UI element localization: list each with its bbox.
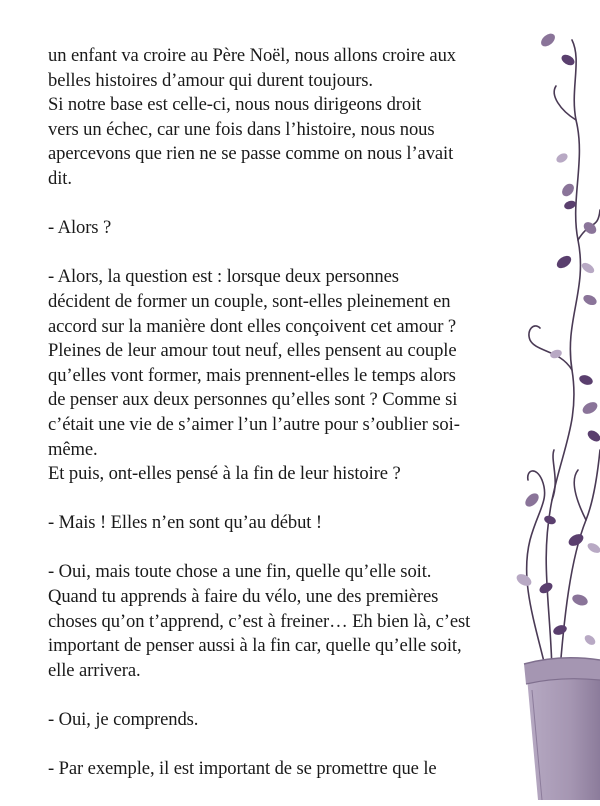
text-line: belles histoires d’amour qui durent toujours. (48, 69, 373, 91)
text-line: Et puis, ont-elles pensé à la fin de leur histoire ? (48, 463, 401, 485)
text-line: Quand tu apprends à faire du vélo, une des premières (48, 586, 439, 608)
paragraph-2 (48, 216, 558, 241)
paragraph-3 (48, 265, 558, 486)
text-line: choses qu’on t’apprend, c’est à freiner… Eh bien là, c’est (48, 610, 471, 632)
flower-pot (524, 658, 600, 800)
paragraph-6 (48, 708, 558, 733)
text-line: - Oui, mais toute chose a une fin, quelle qu’elle soit. (48, 561, 432, 583)
text-line: - Mais ! Elles n’en sont qu’au début ! (48, 512, 323, 534)
text-line: - Oui, je comprends. (48, 709, 199, 731)
paragraph-1 (48, 44, 558, 192)
paragraph-7 (48, 757, 558, 782)
text-line: un enfant va croire au Père Noël, nous allons croire aux (48, 45, 456, 66)
text-line: décident de former un couple, sont-elles pleinement en (48, 290, 451, 312)
vine-stems (527, 40, 600, 670)
text-line: accord sur la manière dont elles conçoivent cet amour ? (48, 315, 457, 337)
text-line: - Alors, la question est : lorsque deux personnes (48, 266, 399, 288)
page-body-text (48, 44, 558, 806)
text-line: vers un échec, car une fois dans l’histoire, nous nous (48, 118, 435, 140)
text-line: qu’elles vont former, mais prennent-elles le temps alors (48, 364, 456, 386)
potted-vine-illustration-icon (490, 0, 600, 800)
text-line: même. (48, 438, 98, 460)
text-line: important de penser aussi à la fin car, quelle qu’elle soit, (48, 635, 462, 657)
paragraph-5 (48, 560, 558, 683)
text-line: - Alors ? (48, 217, 112, 239)
paragraph-4 (48, 511, 558, 536)
text-line: elle arrivera. (48, 659, 141, 681)
text-line: dit. (48, 167, 72, 189)
text-line: c’était une vie de s’aimer l’un l’autre pour s’oublier soi- (48, 413, 460, 435)
text-line: Pleines de leur amour tout neuf, elles pensent au couple (48, 340, 457, 362)
text-line: Si notre base est celle-ci, nous nous dirigeons droit (48, 94, 422, 116)
text-line: apercevons que rien ne se passe comme on nous l’avait (48, 143, 454, 165)
text-line: - Par exemple, il est important de se promettre que le (48, 758, 437, 780)
text-line: de penser aux deux personnes qu’elles sont ? Comme si (48, 389, 458, 411)
